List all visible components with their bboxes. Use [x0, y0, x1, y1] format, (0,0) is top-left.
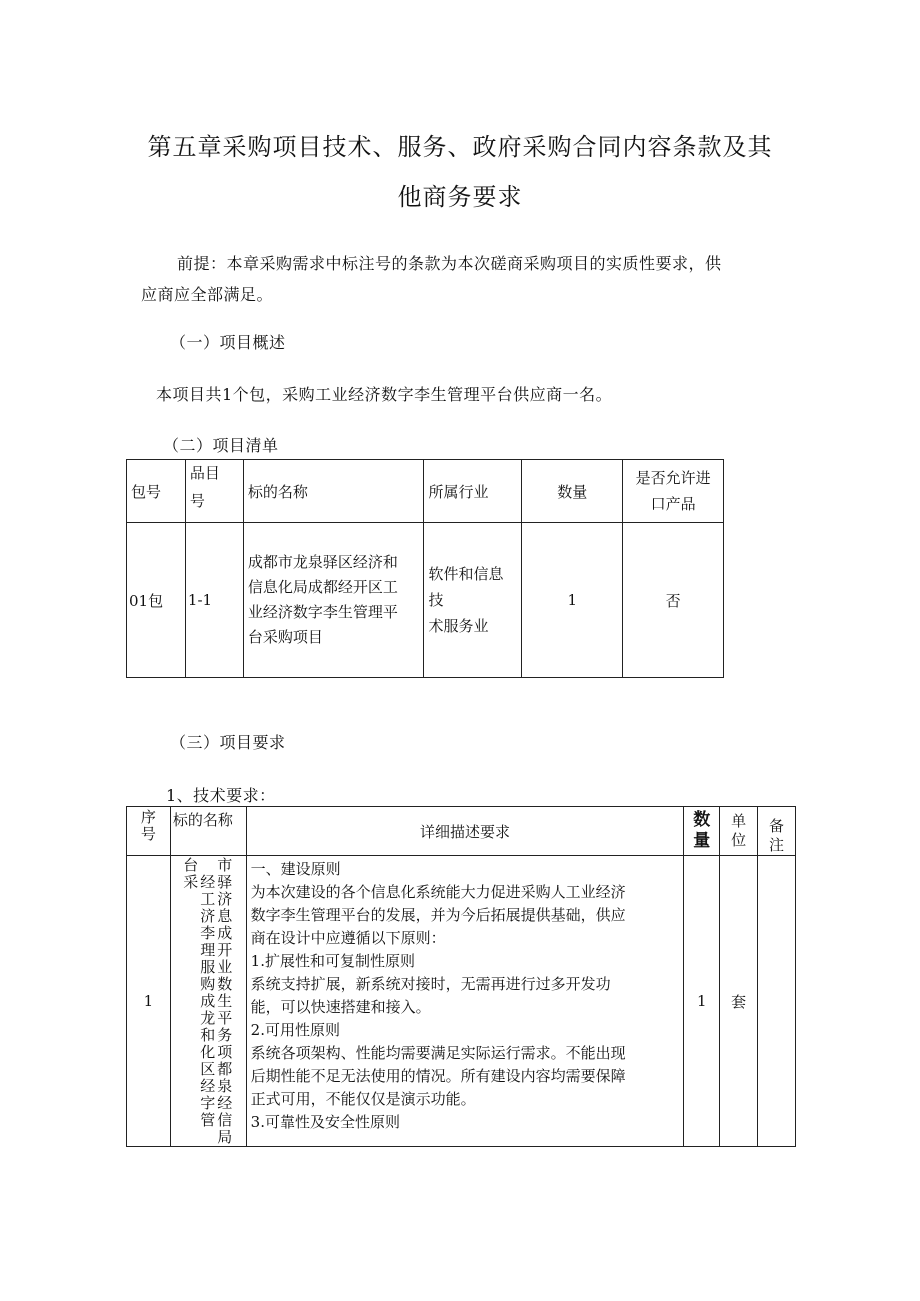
req-desc-line8: 2.可用性原则 — [250, 1021, 340, 1039]
header-import — [623, 460, 724, 523]
section3-heading: （三）项目要求 — [170, 733, 286, 752]
list-header-row — [127, 460, 724, 523]
header-item-no-line2: 号 — [189, 492, 205, 510]
page-title-line1: 第五章采购项目技术、服务、政府采购合同内容条款及其 — [147, 133, 773, 161]
header-import-line1: 是否允许进 — [635, 469, 711, 487]
header-import-line2: 口产品 — [650, 495, 696, 513]
cell-name — [243, 523, 424, 678]
req-cell-qty: 1 — [684, 856, 720, 1147]
list-row — [127, 523, 724, 678]
cell-pkg: 01包 — [127, 523, 186, 678]
req-desc-line9: 系统各项架构、性能均需要满足实际运行需求。不能出现 — [250, 1044, 626, 1062]
header-item-no — [185, 460, 243, 523]
req-desc-line7: 能，可以快速搭建和接入。 — [250, 998, 431, 1016]
section2-heading: （二）项目清单 — [163, 436, 279, 455]
header-qty: 数量 — [522, 460, 623, 523]
req-desc-line6: 系统支持扩展，新系统对接时，无需再进行过多开发功 — [250, 975, 611, 993]
req-row — [127, 856, 796, 1147]
cell-industry — [424, 523, 522, 678]
req-header-note-line2: 注 — [769, 836, 785, 854]
header-name: 标的名称 — [243, 460, 424, 523]
req-header-note — [758, 807, 796, 856]
req-cell-note — [758, 856, 796, 1147]
req-header-unit-line1: 单 — [731, 812, 747, 830]
requirements-table — [126, 806, 796, 1147]
cell-industry-line1: 软件和信息技 — [428, 565, 504, 609]
req-desc-line11: 正式可用，不能仅仅是演示功能。 — [250, 1090, 476, 1108]
req-cell-desc — [246, 856, 684, 1147]
page-title-line2: 他商务要求 — [397, 183, 523, 211]
req-cell-unit: 套 — [720, 856, 758, 1147]
cell-import: 否 — [623, 523, 724, 678]
cell-item-no: 1-1 — [185, 523, 243, 678]
header-industry: 所属行业 — [424, 460, 522, 523]
req-header-note-line1: 备 — [769, 817, 785, 835]
req-desc-line3: 数字李生管理平台的发展，并为今后拓展提供基础，供应 — [250, 906, 626, 924]
header-item-no-line1: 品目 — [189, 464, 220, 482]
premise-line1: 前提：本章采购需求中标注号的条款为本次磋商采购项目的实质性要求，供 — [177, 254, 722, 273]
req-name-col-right: 市驿济息成开业数生平务项都泉经信局 — [217, 856, 233, 1146]
section1-heading: （一）项目概述 — [170, 333, 286, 352]
cell-name-line2: 信息化局成都经开区工 — [247, 578, 398, 596]
req-cell-seq: 1 — [127, 856, 171, 1147]
req-header-qty-line2: 量 — [693, 831, 711, 851]
req-desc-line12: 3.可靠性及安全性原则 — [250, 1113, 400, 1131]
req-header-seq-line2: 号 — [140, 825, 156, 843]
req-desc-line4: 商在设计中应遵循以下原则： — [250, 929, 446, 947]
req-desc-line2: 为本次建设的各个信息化系统能大力促进采购人工业经济 — [250, 883, 626, 901]
cell-name-line1: 成都市龙泉驿区经济和 — [247, 553, 398, 571]
req-header-seq — [127, 807, 171, 856]
req-cell-name — [170, 856, 246, 1147]
cell-name-line3: 业经济数字李生管理平 — [247, 603, 398, 621]
premise-line2: 应商应全部满足。 — [141, 285, 274, 304]
req-header-unit-line2: 位 — [731, 831, 747, 849]
req-name-col-left: 台采 — [183, 856, 199, 891]
req-desc-line1: 一、建设原则 — [250, 860, 341, 878]
req-header-desc: 详细描述要求 — [246, 807, 684, 856]
section1-text: 本项目共1个包，采购工业经济数字李生管理平台供应商一名。 — [156, 385, 613, 404]
req-header-name: 标的名称 — [170, 807, 246, 856]
req-cell-name-vertical — [171, 856, 246, 1146]
header-pkg: 包号 — [127, 460, 186, 523]
req-header-unit — [720, 807, 758, 856]
req-header-seq-line1: 序 — [140, 808, 156, 826]
req-header-qty-line1: 数 — [693, 810, 711, 830]
req-desc-line5: 1.扩展性和可复制性原则 — [250, 952, 415, 970]
cell-industry-line2: 术服务业 — [428, 617, 489, 635]
cell-name-line4: 台采购项目 — [247, 628, 323, 646]
req-name-col-mid: 经工济李理服购成龙和化区经字管 — [200, 873, 216, 1129]
cell-qty: 1 — [522, 523, 623, 678]
req-header-qty — [684, 807, 720, 856]
req-desc-line10: 后期性能不足无法使用的情况。所有建设内容均需要保障 — [250, 1067, 626, 1085]
tech-req-label: 1、技术要求： — [166, 786, 276, 805]
project-list-table — [126, 459, 724, 678]
req-header-row — [127, 807, 796, 856]
